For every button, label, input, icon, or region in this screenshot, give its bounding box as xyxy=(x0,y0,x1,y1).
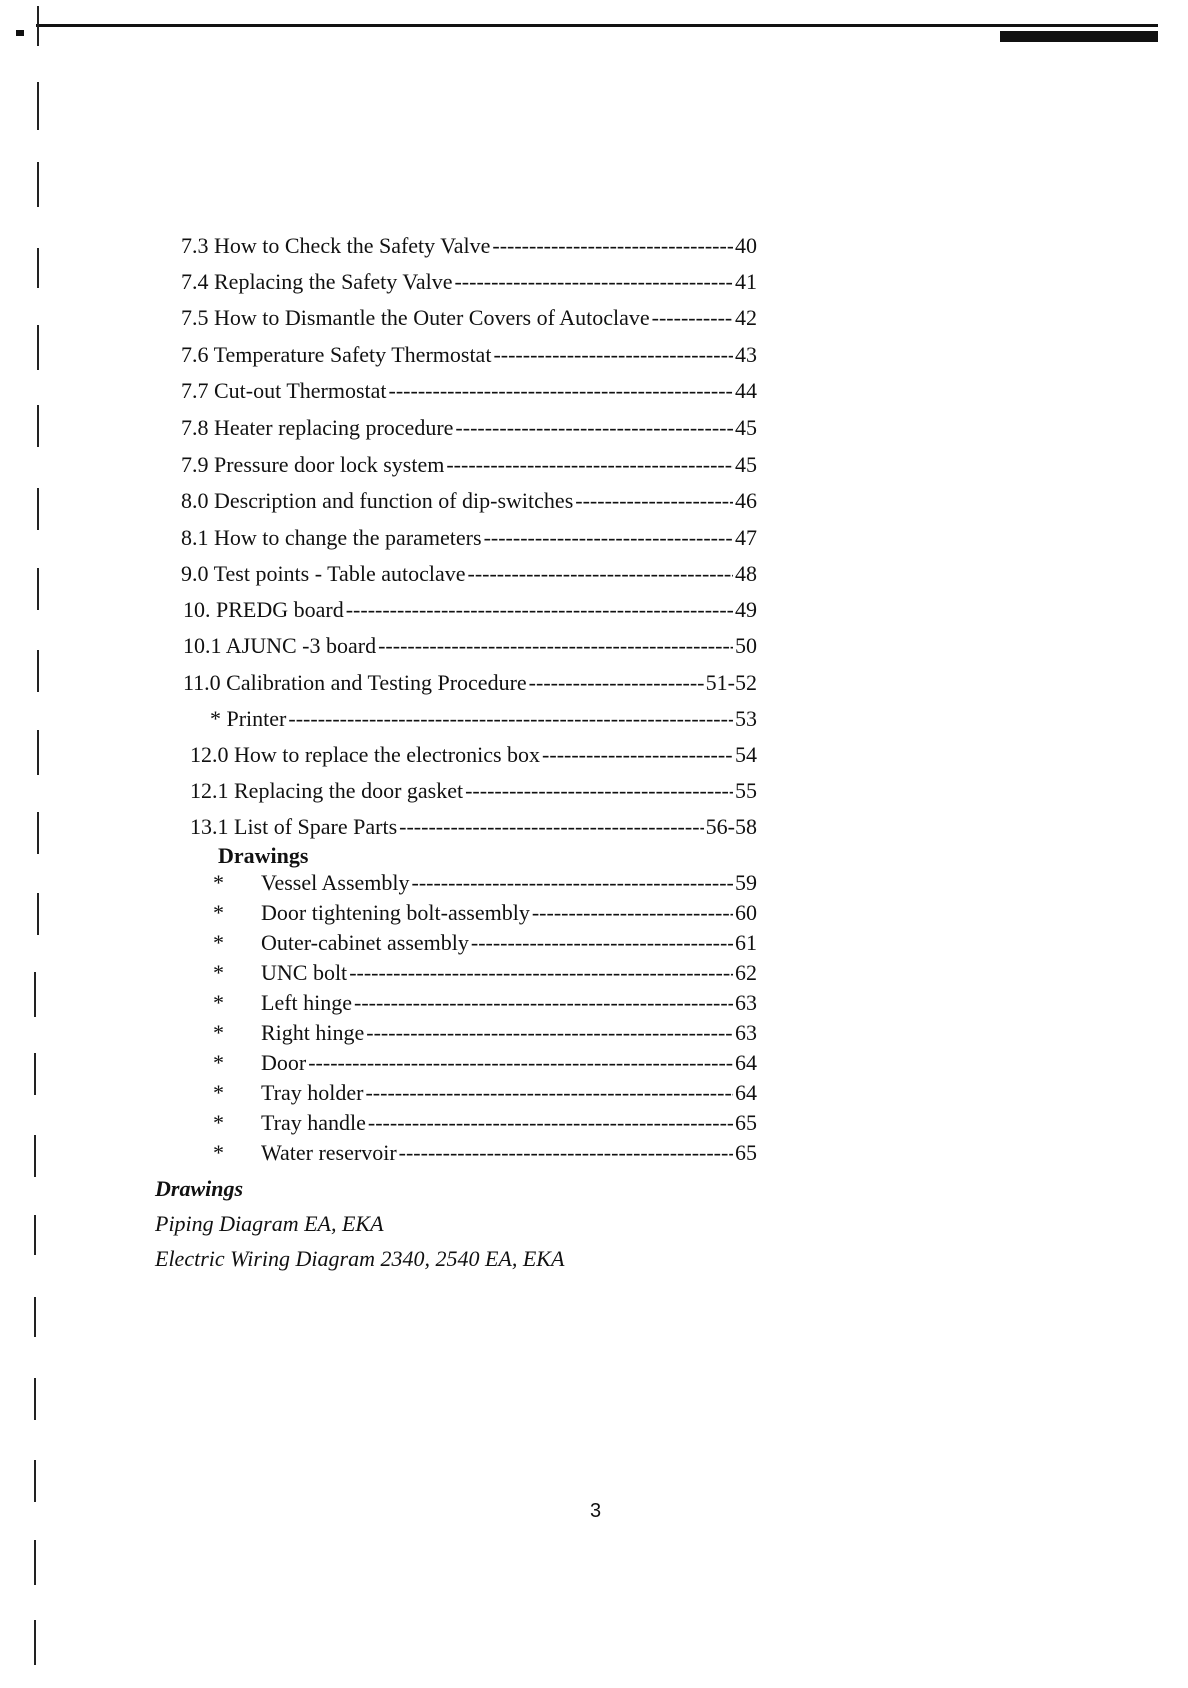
bullet-asterisk: * xyxy=(213,1080,224,1105)
drawings-heading: Drawings xyxy=(218,843,309,868)
toc-entry[interactable] xyxy=(181,414,757,442)
dot-leader xyxy=(399,1139,733,1167)
binding-mark xyxy=(37,730,39,775)
toc-entry-page: 44 xyxy=(735,378,757,403)
toc-entry-page: 45 xyxy=(735,415,757,440)
toc-entry[interactable] xyxy=(181,451,757,479)
dot-leader xyxy=(446,451,733,479)
bullet-asterisk: * xyxy=(213,930,224,955)
binding-mark xyxy=(37,6,39,46)
drawing-entry-label: Tray handle xyxy=(261,1110,366,1135)
drawing-entry-page: 62 xyxy=(735,960,757,985)
toc-entry-label: 7.8 Heater replacing procedure xyxy=(181,415,454,440)
binding-mark xyxy=(34,1215,36,1255)
drawing-entry-page: 59 xyxy=(735,870,757,895)
drawing-entry-page: 64 xyxy=(735,1080,757,1105)
appendix-heading: Drawings xyxy=(155,1176,244,1201)
drawing-entry-label: Water reservoir xyxy=(261,1140,397,1165)
toc-entry-label: 8.1 How to change the parameters xyxy=(181,525,482,550)
drawing-entry[interactable] xyxy=(213,959,757,987)
dot-leader xyxy=(399,813,704,841)
drawing-entry-label: UNC bolt xyxy=(261,960,348,985)
toc-entry-label: 12.0 How to replace the electronics box xyxy=(190,742,541,767)
binding-mark xyxy=(34,1540,36,1585)
toc-entry-page: 55 xyxy=(735,778,757,803)
drawing-entry[interactable] xyxy=(213,1049,757,1077)
toc-entry[interactable] xyxy=(181,377,757,405)
dot-leader xyxy=(454,268,733,296)
toc-entry-page: 49 xyxy=(735,597,757,622)
toc-entry-page: 54 xyxy=(735,742,757,767)
top-rule xyxy=(36,24,1158,27)
binding-mark xyxy=(34,1378,36,1420)
binding-mark xyxy=(34,1297,36,1337)
toc-entry-label: 7.4 Replacing the Safety Valve xyxy=(181,269,453,294)
appendix-item[interactable]: Electric Wiring Diagram 2340, 2540 EA, EKA xyxy=(155,1246,565,1271)
binding-mark xyxy=(37,488,39,530)
page-number: 3 xyxy=(590,1500,602,1522)
toc-entry-page: 46 xyxy=(735,488,757,513)
toc-entry-label: 7.6 Temperature Safety Thermostat xyxy=(181,342,492,367)
toc-entry-label: 7.5 How to Dismantle the Outer Covers of Autoclave xyxy=(181,305,650,330)
dot-leader xyxy=(493,341,733,369)
dot-leader xyxy=(542,741,733,769)
toc-entry[interactable] xyxy=(181,524,757,552)
dot-leader xyxy=(308,1049,733,1077)
binding-mark xyxy=(37,325,39,370)
toc-entry[interactable] xyxy=(190,741,757,769)
bullet-asterisk: * xyxy=(213,1020,224,1045)
dot-leader xyxy=(492,232,733,260)
toc-entry-page: 48 xyxy=(735,561,757,586)
drawing-entry[interactable] xyxy=(213,899,757,927)
binding-mark xyxy=(34,1460,36,1502)
dot-leader xyxy=(412,869,734,897)
toc-entry-page: 47 xyxy=(735,525,757,550)
toc-entry-page: 51-52 xyxy=(705,670,757,695)
drawing-entry-page: 60 xyxy=(735,900,757,925)
dot-leader xyxy=(455,414,733,442)
toc-entry[interactable] xyxy=(183,632,757,660)
binding-mark xyxy=(37,248,39,288)
dot-leader xyxy=(465,777,733,805)
toc-entry-page: 56-58 xyxy=(705,814,757,839)
drawing-entry-label: Right hinge xyxy=(261,1020,365,1045)
drawing-entry-page: 65 xyxy=(735,1110,757,1135)
toc-entry[interactable] xyxy=(181,487,757,515)
bullet-asterisk: * xyxy=(213,1110,224,1135)
toc-entry-page: 45 xyxy=(735,452,757,477)
binding-mark xyxy=(34,972,36,1017)
bullet-asterisk: * xyxy=(213,1050,224,1075)
toc-entry[interactable] xyxy=(183,596,757,624)
bullet-asterisk: * xyxy=(213,900,224,925)
drawing-entry[interactable] xyxy=(213,869,757,897)
dot-leader xyxy=(354,989,733,1017)
toc-entry-label: 7.7 Cut-out Thermostat xyxy=(181,378,387,403)
toc-entry-label: 11.0 Calibration and Testing Procedure xyxy=(183,670,527,695)
toc-entry-page: 53 xyxy=(735,706,757,731)
drawing-entry[interactable] xyxy=(213,929,757,957)
dot-leader xyxy=(349,959,733,987)
appendix-item[interactable]: Piping Diagram EA, EKA xyxy=(155,1211,384,1236)
toc-entry[interactable] xyxy=(190,777,757,805)
binding-mark xyxy=(37,812,39,854)
drawing-entry-label: Door tightening bolt-assembly xyxy=(261,900,530,925)
toc-entry-page: 42 xyxy=(735,305,757,330)
toc-entry[interactable] xyxy=(181,304,757,332)
toc-entry-label: * Printer xyxy=(210,706,287,731)
dot-leader xyxy=(366,1019,733,1047)
dot-leader xyxy=(575,487,733,515)
dot-leader xyxy=(532,899,733,927)
drawing-entry-page: 65 xyxy=(735,1140,757,1165)
toc-entry[interactable] xyxy=(190,813,757,841)
drawing-entry[interactable] xyxy=(213,1019,757,1047)
dot-leader xyxy=(365,1079,733,1107)
binding-mark xyxy=(37,650,39,692)
drawing-entry[interactable] xyxy=(213,1079,757,1107)
binding-mark xyxy=(37,82,39,130)
dot-leader xyxy=(389,377,733,405)
drawing-entry-page: 63 xyxy=(735,1020,757,1045)
toc-entry-label: 7.9 Pressure door lock system xyxy=(181,452,445,477)
bullet-asterisk: * xyxy=(213,990,224,1015)
dot-leader xyxy=(378,632,733,660)
toc-entry-label: 9.0 Test points - Table autoclave xyxy=(181,561,466,586)
dot-leader xyxy=(346,596,733,624)
binding-mark xyxy=(34,1135,36,1177)
dot-leader xyxy=(652,304,733,332)
drawing-entry-page: 63 xyxy=(735,990,757,1015)
drawing-entry[interactable] xyxy=(213,1139,757,1167)
binding-mark xyxy=(37,893,39,935)
dot-leader xyxy=(529,669,704,697)
drawing-entry-label: Tray holder xyxy=(261,1080,364,1105)
toc-entry-label: 10. PREDG board xyxy=(183,597,344,622)
drawing-entry-page: 64 xyxy=(735,1050,757,1075)
toc-entry-page: 41 xyxy=(735,269,757,294)
binding-mark xyxy=(37,405,39,447)
binding-mark xyxy=(34,1053,36,1095)
drawing-entry-label: Outer-cabinet assembly xyxy=(261,930,469,955)
toc-entry-page: 50 xyxy=(735,633,757,658)
bullet-asterisk: * xyxy=(213,1140,224,1165)
toc-entry[interactable] xyxy=(181,560,757,588)
toc-entry-label: 8.0 Description and function of dip-switches xyxy=(181,488,574,513)
drawing-entry-label: Vessel Assembly xyxy=(261,870,410,895)
dot-leader xyxy=(288,705,733,733)
corner-mark xyxy=(16,30,24,36)
drawing-entry-label: Door xyxy=(261,1050,307,1075)
toc-entry-label: 13.1 List of Spare Parts xyxy=(190,814,398,839)
toc-entry-label: 7.3 How to Check the Safety Valve xyxy=(181,233,491,258)
toc-entry-label: 10.1 AJUNC -3 board xyxy=(183,633,377,658)
toc-entry[interactable] xyxy=(183,669,757,697)
binding-mark xyxy=(37,568,39,610)
drawing-entry[interactable] xyxy=(213,989,757,1017)
dot-leader xyxy=(471,929,733,957)
toc-entry[interactable] xyxy=(181,341,757,369)
dot-leader xyxy=(368,1109,733,1137)
dot-leader xyxy=(484,524,733,552)
binding-mark xyxy=(37,162,39,207)
binding-mark xyxy=(34,1620,36,1665)
drawing-entry-page: 61 xyxy=(735,930,757,955)
toc-entry-label: 12.1 Replacing the door gasket xyxy=(190,778,464,803)
toc-entry-page: 43 xyxy=(735,342,757,367)
dot-leader xyxy=(468,560,734,588)
bullet-asterisk: * xyxy=(213,960,224,985)
toc-entry[interactable] xyxy=(181,268,757,296)
bullet-asterisk: * xyxy=(213,870,224,895)
toc-entry-page: 40 xyxy=(735,233,757,258)
drawing-entry[interactable] xyxy=(213,1109,757,1137)
toc-entry[interactable] xyxy=(181,232,757,260)
toc-entry[interactable] xyxy=(210,705,757,733)
drawing-entry-label: Left hinge xyxy=(261,990,353,1015)
top-rule-thick-end xyxy=(1000,31,1158,42)
